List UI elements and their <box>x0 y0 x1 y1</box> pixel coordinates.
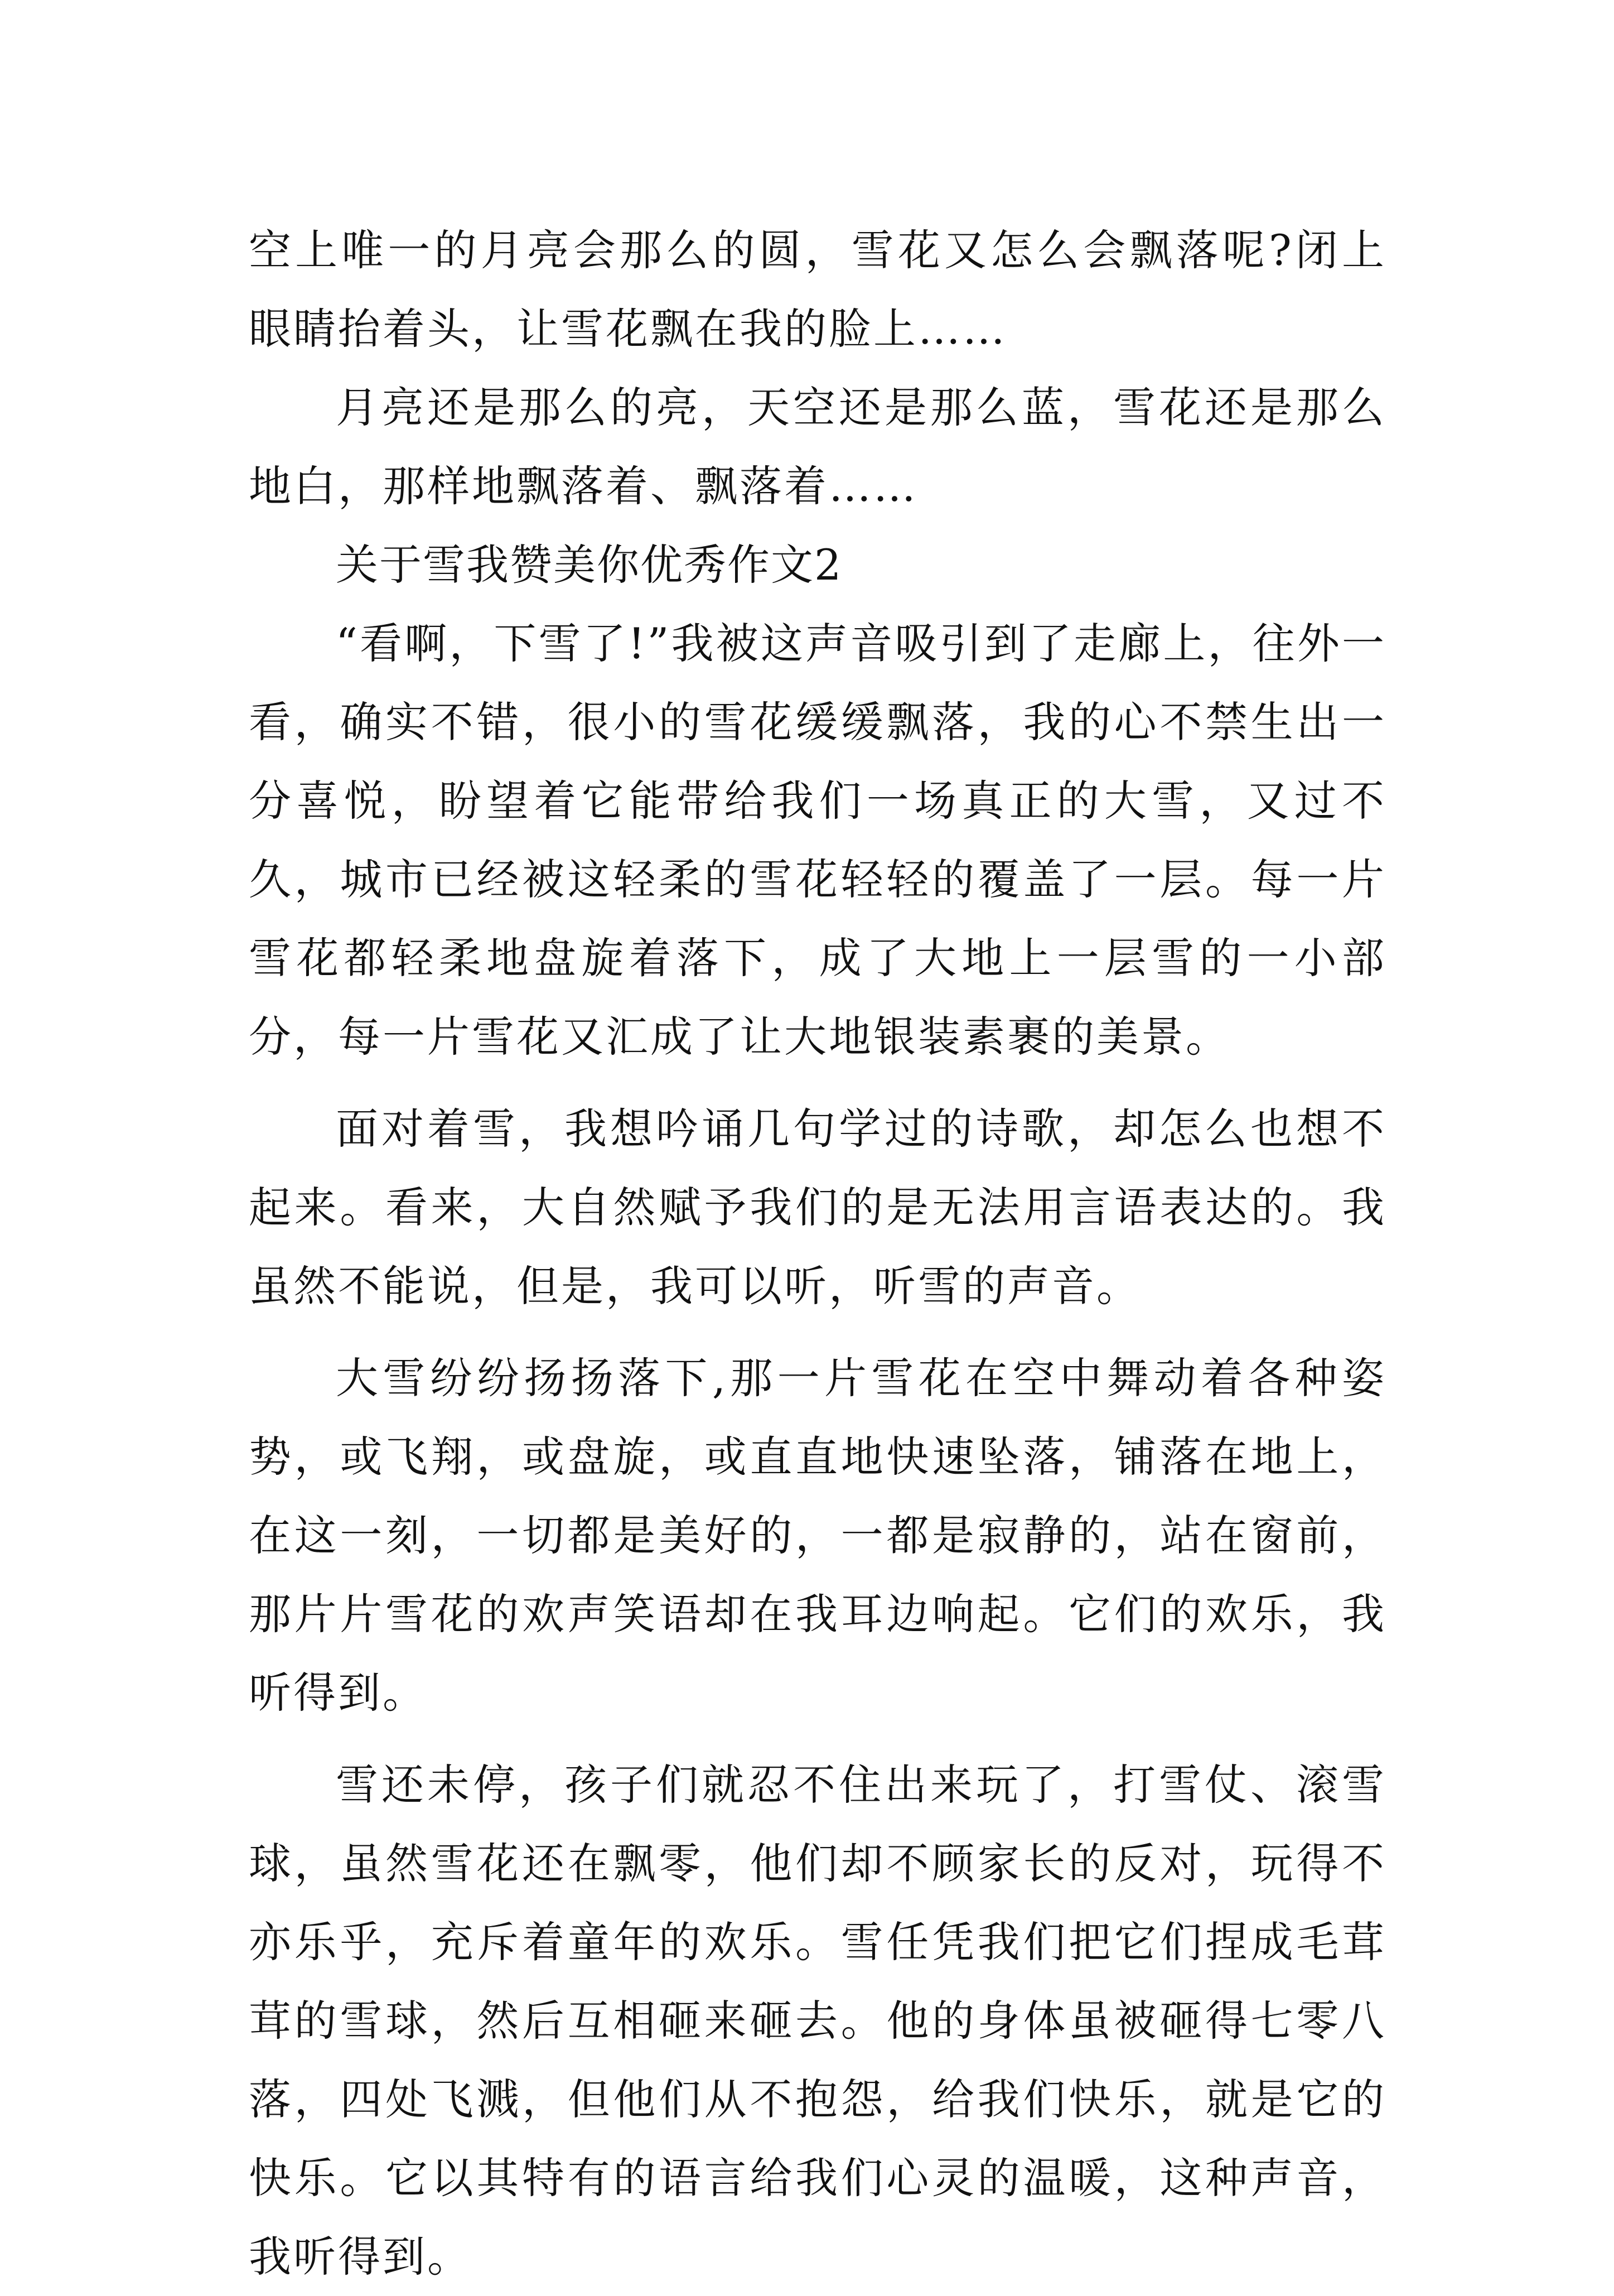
paragraph: 月亮还是那么的亮，天空还是那么蓝，雪花还是那么地白，那样地飘落着、飘落着…… <box>249 383 1386 511</box>
document-body <box>249 211 1386 2296</box>
paragraph: 雪还未停，孩子们就忍不住出来玩了，打雪仗、滚雪球，虽然雪花还在飘零，他们却不顾家长的反对，玩得不亦乐乎，充斥着童年的欢乐。雪任凭我们把它们捏成毛茸茸的雪球，然后互相砸来砸去。他的身体虽被砸得七零八落，四处飞溅，但他们从不抱怨，给我们快乐，就是它的快乐。它以其特有的语言给我们心灵的温暖，这种声音，我听得到。 <box>249 1760 1386 2281</box>
essay-heading: 关于雪我赞美你优秀作文2 <box>336 540 843 590</box>
paragraph: 大雪纷纷扬扬落下,那一片雪花在空中舞动着各种姿势，或飞翔，或盘旋，或直直地快速坠落，铺落在地上，在这一刻，一切都是美好的，一都是寂静的，站在窗前，那片片雪花的欢声笑语却在我耳边响起。它们的欢乐，我听得到。 <box>249 1353 1386 1718</box>
paragraph: “看啊，下雪了!”我被这声音吸引到了走廊上，往外一看，确实不错，很小的雪花缓缓飘落，我的心不禁生出一分喜悦，盼望着它能带给我们一场真正的大雪，又过不久，城市已经被这轻柔的雪花轻轻的覆盖了一层。每一片雪花都轻柔地盘旋着落下，成了大地上一层雪的一小部分，每一片雪花又汇成了让大地银装素裹的美景。 <box>249 619 1386 1062</box>
paragraph: 面对着雪，我想吟诵几句学过的诗歌，却怎么也想不起来。看来，大自然赋予我们的是无法用言语表达的。我虽然不能说，但是，我可以听，听雪的声音。 <box>249 1104 1386 1311</box>
paragraph-continuation: 空上唯一的月亮会那么的圆，雪花又怎么会飘落呢?闭上眼睛抬着头，让雪花飘在我的脸上…… <box>249 225 1386 354</box>
